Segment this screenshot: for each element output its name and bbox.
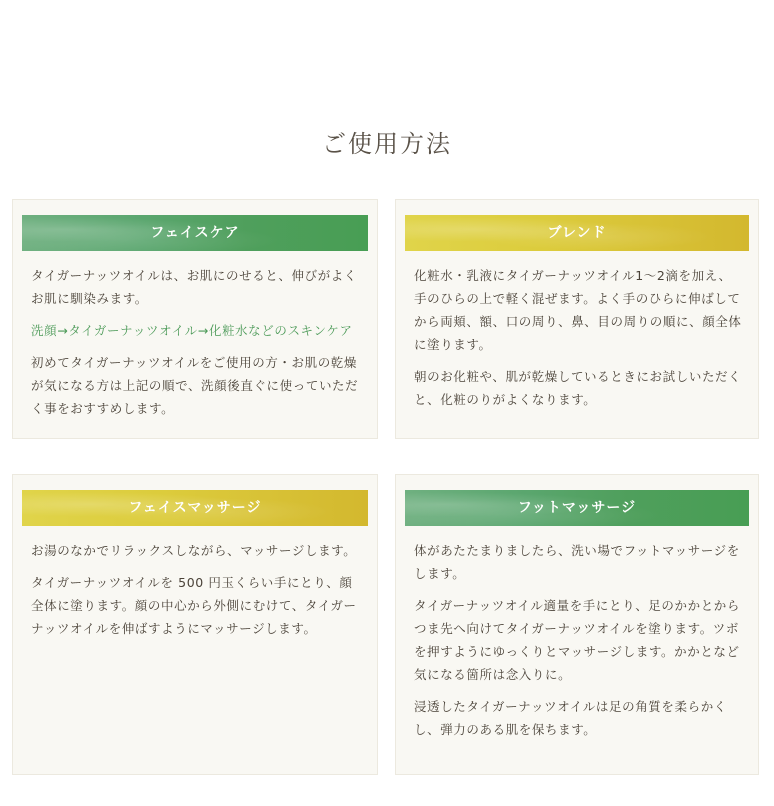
card-blend-text-1: 化粧水・乳液にタイガーナッツオイル1～2滴を加え、手のひらの上で軽く混ぜます。よく手のひらに伸ばしてから両頬、額、口の周り、鼻、目の周りの順に、顔全体に塗ります。 — [414, 268, 742, 352]
card-foot-massage-title: フットマッサージ — [405, 490, 749, 526]
card-blend-body — [414, 264, 742, 420]
card-face-care — [12, 199, 378, 439]
card-face-massage-body — [31, 539, 361, 649]
card-face-care-body — [31, 264, 361, 429]
card-face-massage-title: フェイスマッサージ — [22, 490, 368, 526]
section-title: ご使用方法 — [322, 130, 452, 158]
card-face-care-text-1: タイガーナッツオイルは、お肌にのせると、伸びがよくお肌に馴染みます。 — [31, 268, 358, 306]
card-foot-massage — [395, 474, 759, 775]
card-face-massage-text-2: タイガーナッツオイルを 500 円玉くらい手にとり、顔全体に塗ります。顔の中心から外側にむけて、タイガーナッツオイルを伸ばすようにマッサージします。 — [31, 575, 357, 636]
card-blend-text-2: 朝のお化粧や、肌が乾燥しているときにお試しいただくと、化粧のりがよくなります。 — [414, 369, 742, 407]
card-blend — [395, 199, 759, 439]
card-face-massage — [12, 474, 378, 775]
card-face-massage-text-1: お湯のなかでリラックスしながら、マッサージします。 — [31, 543, 357, 558]
card-foot-massage-text-3: 浸透したタイガーナッツオイルは足の角質を柔らかくし、弾力のある肌を保ちます。 — [414, 699, 727, 737]
card-foot-massage-body — [414, 539, 742, 750]
card-face-care-title: フェイスケア — [22, 215, 368, 251]
card-foot-massage-text-2: タイガーナッツオイル適量を手にとり、足のかかとからつま先へ向けてタイガーナッツオイルを塗ります。ツボを押すようにゆっくりとマッサージします。かかとなど気になる箇所は念入りに。 — [414, 598, 741, 682]
card-foot-massage-text-1: 体があたたまりましたら、洗い場でフットマッサージをします。 — [414, 543, 740, 581]
card-blend-title: ブレンド — [405, 215, 749, 251]
card-face-care-steps: 洗顔→タイガーナッツオイル→化粧水などのスキンケア — [31, 323, 353, 338]
card-face-care-text-2: 初めてタイガーナッツオイルをご使用の方・お肌の乾燥が気になる方は上記の順で、洗顔後直ぐに使っていただく事をおすすめします。 — [31, 355, 359, 416]
